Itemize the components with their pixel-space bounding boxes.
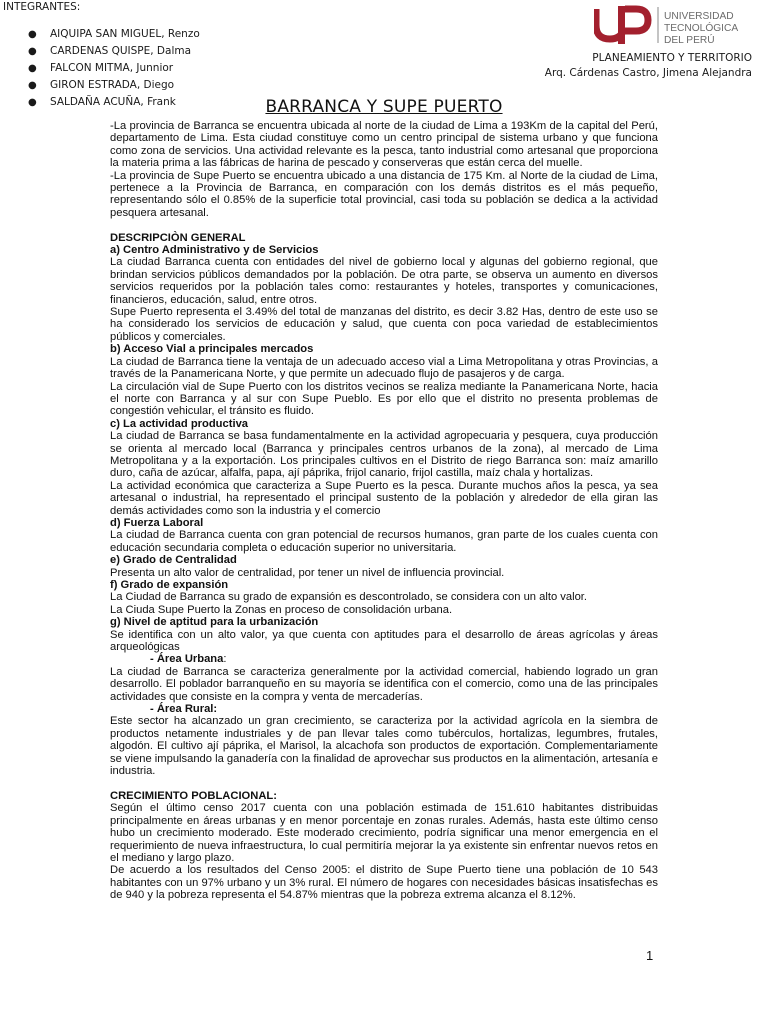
subsection-heading: d) Fuerza Laboral [110,516,204,529]
paragraph: La ciudad Barranca cuenta con entidades del nivel de gobierno local y algunas del gobierno regional, que brindan servicios públicos demandados por la población. De otra parte, se observa un aumento en diversos servicios requeridos por la población tales como: restaurantes y hoteles, transportes y comunicaciones, financieros, educación, salud, entre otros. [110,256,658,306]
member-name: FALCON MITMA, Junnior [50,62,174,74]
list-item [28,26,200,43]
course-name: PLANEAMIENTO Y TERRITORIO [592,52,752,64]
area-urbana-heading [110,653,658,665]
subsection-heading: f) Grado de expansión [110,579,229,592]
subsection-heading: e) Grado de Centralidad [110,554,237,567]
logo-line: TECNOLÓGICA [664,23,739,34]
list-item [28,43,200,60]
paragraph: La ciudad de Barranca tiene la ventaja de un adecuado acceso vial a Lima Metropolitana y otras Provincias, a través de la Panamericana Norte, y que permite un adecuado flujo de pasajeros y de carga. [110,355,658,381]
intro-paragraph: -La provincia de Supe Puerto se encuentra ubicado a una distancia de 175 Km. al Norte de la ciudad de Lima, pertenece a la Provincia de Barranca, en comparación con los demás distritos es el más pequeño, representando sólo el 0.85% de la superficie total provincial, casi toda su población se dedica a la actividad pesquera artesanal. [110,169,658,219]
paragraph: La circulación vial de Supe Puerto con los distritos vecinos se realiza mediante la Panamericana Norte, hacia el norte con Barranca y al sur con Supe Pueblo. Es por ello que el distrito no presenta problemas de congestión vehicular, el tránsito es fluido. [110,380,658,418]
subsection-heading: a) Centro Administrativo y de Servicios [110,244,319,257]
area-urbana-title: - Área Urbana [150,653,224,666]
bullet-icon: ● [28,29,37,40]
bullet-icon: ● [28,80,37,91]
course-info [540,51,752,81]
subsection-heading: g) Nivel de aptitud para la urbanización [110,616,319,629]
subsection-heading: b) Acceso Vial a principales mercados [110,343,314,356]
teacher-name: Arq. Cárdenas Castro, Jimena Alejandra [544,67,752,79]
utp-logo [594,3,754,47]
utp-logo-icon [596,6,648,44]
paragraph: Se identifica con un alto valor, ya que cuenta con aptitudes para el desarrollo de áreas agrícolas y áreas arqueológicas [110,628,658,654]
member-name: SALDAÑA ACUÑA, Frank [50,96,176,108]
paragraph: La ciudad de Barranca se basa fundamentalmente en la actividad agropecuaria y pesquera, cuya producción se orienta al mercado local (Barranca y principales centros urbanos de la zona), al mercado de Lima Metropolitana y a la exportación. Los principales cultivos en el Distrito de riego Barranca son: maíz amarillo duro, caña de azúcar, alfalfa, papa, ají páprika, frijol canario, frijol castilla, maíz chala y hortalizas. [110,430,658,480]
paragraph: La Ciudad de Barranca su grado de expansión es descontrolado, se considera con un alto valor. [110,591,588,604]
member-name: AIQUIPA SAN MIGUEL, Renzo [50,28,200,40]
paragraph: Según el último censo 2017 cuenta con una población estimada de 151.610 habitantes distribuidas principalmente en áreas urbanas y en menor porcentaje en zonas rurales. Además, hasta este último censo hubo un crecimiento moderado. Este moderado crecimiento, podría significar una menor emergencia en el requerimiento de nueva infraestructura, lo cual permitiría mejorar la ya existente sin enfrentar nuevos retos en el mediano y largo plazo. [110,802,658,864]
member-name: CARDENAS QUISPE, Dalma [50,45,192,57]
bullet-icon: ● [28,63,37,74]
paragraph: La Ciuda Supe Puerto la Zonas en proceso de consolidación urbana. [110,603,453,616]
paragraph: Supe Puerto representa el 3.49% del total de manzanas del distrito, es decir 3.82 Has, dentro de este uso se ha considerado los servicios de educación y salud, que cuenta con poca variedad de establecimientos públicos y comerciales. [110,306,658,343]
paragraph: Presenta un alto valor de centralidad, por tener un nivel de influencia provincial. [110,566,505,579]
paragraph: De acuerdo a los resultados del Censo 2005: el distrito de Supe Puerto tiene una población de 10 543 habitantes con un 97% urbano y un 3% rural. El número de hogares con necesidades básicas insatisfechas es de 940 y la pobreza representa el 54.87% mientras que la pobreza extrema alcanza el 8.12%. [110,864,658,902]
paragraph: La ciudad de Barranca se caracteriza generalmente por la actividad comercial, habiendo logrado un gran desarrollo. El poblador barranqueño en su mayoría se identifica con el comercio, como una de las principales actividades que consiste en la compra y venta de mercaderías. [110,665,658,703]
bullet-icon: ● [28,46,37,57]
bullet-icon: ● [28,97,37,108]
paragraph: La actividad económica que caracteriza a Supe Puerto es la pesca. Durante muchos años la pesca, ya sea artesanal o industrial, ha representado el principal sustento de la población y alrededor de ella giran las demás actividades como son la industria y el comercio [110,479,658,517]
intro-paragraph: -La provincia de Barranca se encuentra ubicada al norte de la ciudad de Lima a 193Km de la capital del Perú, departamento de Lima. Esta ciudad constituye como un centro principal de sistema urbano y que funciona como zona de servicios. Una actividad relevante es la pesca, tanto industrial como artesanal que proporciona la materia prima a las fábricas de harina de pescado y conserveras que están cerca del muelle. [110,120,658,170]
list-item [28,77,200,94]
area-rural-heading: - Área Rural: [150,703,218,716]
logo-line: DEL PERÚ [664,35,715,46]
section-heading: DESCRIPCIÒN GENERAL [110,231,246,244]
document-body [110,120,658,902]
page-title: BARRANCA Y SUPE PUERTO [265,97,503,117]
section-heading: CRECIMIENTO POBLACIONAL: [110,789,277,802]
subsection-heading: c) La actividad productiva [110,417,249,430]
area-urbana-colon: : [223,653,227,666]
integrantes-label: INTEGRANTES: [3,1,81,13]
paragraph: La ciudad de Barranca cuenta con gran potencial de recursos humanos, gran parte de los cuales cuenta con educación secundaria completa o educación superior no universitaria. [110,529,658,554]
member-name: GIRON ESTRADA, Diego [50,79,175,91]
paragraph: Este sector ha alcanzado un gran crecimiento, se caracteriza por la actividad agrícola en la siembra de productos netamente industriales y de pan llevar tales como tubérculos, hortalizas, legumbres, frutales, algodón. El cultivo ají páprika, el Marisol, la alcachofa son productos de exportación. Complementariamente se viene impulsando la ganadería con la finalidad de aprovechar sus productos en la alimentación, artesanía e industria. [110,715,658,778]
logo-line: UNIVERSIDAD [664,11,734,22]
list-item [28,60,200,77]
page-number: 1 [646,948,654,963]
